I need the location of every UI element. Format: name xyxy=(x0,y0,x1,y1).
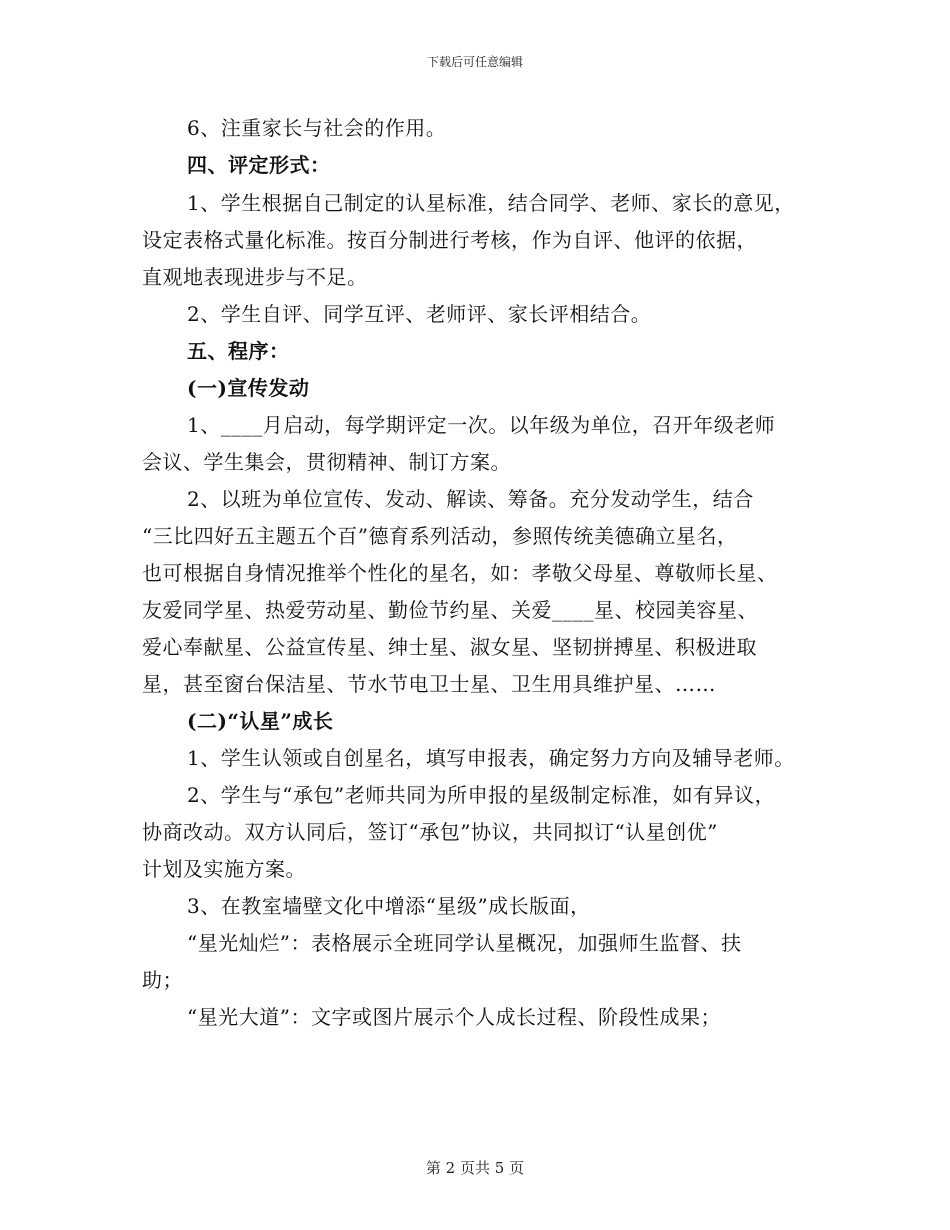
text-line: 1、学生认领或自创星名，填写申报表，确定努力方向及辅导老师。 xyxy=(187,746,795,770)
section-heading: 四、评定形式： xyxy=(187,153,331,177)
text-line: 1、____月启动，每学期评定一次。以年级为单位，召开年级老师 xyxy=(187,413,776,437)
text-line: “星光大道”：文字或图片展示个人成长过程、阶段性成果； xyxy=(187,1005,721,1029)
page-header: 下载后可任意编辑 xyxy=(426,55,523,69)
text-line: “三比四好五主题五个百”德育系列活动，参照传统美德确立星名， xyxy=(142,524,738,548)
page-footer: 第 2 页共 5 页 xyxy=(425,1159,525,1177)
text-line: “星光灿烂”：表格展示全班同学认星概况，加强师生监督、扶 xyxy=(187,931,742,955)
text-line: 2、以班为单位宣传、发动、解读、筹备。充分发动学生，结合 xyxy=(187,487,754,511)
text-line: 2、学生与“承包”老师共同为所申报的星级制定标准，如有异议， xyxy=(187,783,776,807)
text-line: 3、在教室墙壁文化中增添“星级”成长版面， xyxy=(187,894,591,918)
text-line: 计划及实施方案。 xyxy=(142,857,306,881)
text-line: 2、学生自评、同学互评、老师评、家长评相结合。 xyxy=(187,302,652,326)
text-line: 6、注重家长与社会的作用。 xyxy=(187,116,447,140)
text-line: 设定表格式量化标准。按百分制进行考核，作为自评、他评的依据， xyxy=(142,228,757,252)
text-line: 1、学生根据自己制定的认星标准，结合同学、老师、家长的意见， xyxy=(187,191,795,215)
section-heading: 五、程序： xyxy=(187,339,290,363)
subsection-heading: (二)“认星”成长 xyxy=(187,709,334,733)
text-line: 也可根据自身情况推举个性化的星名，如：孝敬父母星、尊敬师长星、 xyxy=(142,561,778,585)
text-line: 爱心奉献星、公益宣传星、绅士星、淑女星、坚韧拼搏星、积极进取 xyxy=(142,635,757,659)
text-line: 友爱同学星、热爱劳动星、勤俭节约星、关爱____星、校园美容星、 xyxy=(142,598,758,622)
text-line: 星，甚至窗台保洁星、节水节电卫士星、卫生用具维护星、…… xyxy=(142,672,716,696)
text-line: 协商改动。双方认同后，签订“承包”协议，共同拟订“认星创优” xyxy=(142,820,718,844)
text-line: 助； xyxy=(142,968,183,992)
text-line: 直观地表现进步与不足。 xyxy=(142,265,368,289)
text-line: 会议、学生集会，贯彻精神、制订方案。 xyxy=(142,450,511,474)
subsection-heading: (一)宣传发动 xyxy=(187,376,310,400)
